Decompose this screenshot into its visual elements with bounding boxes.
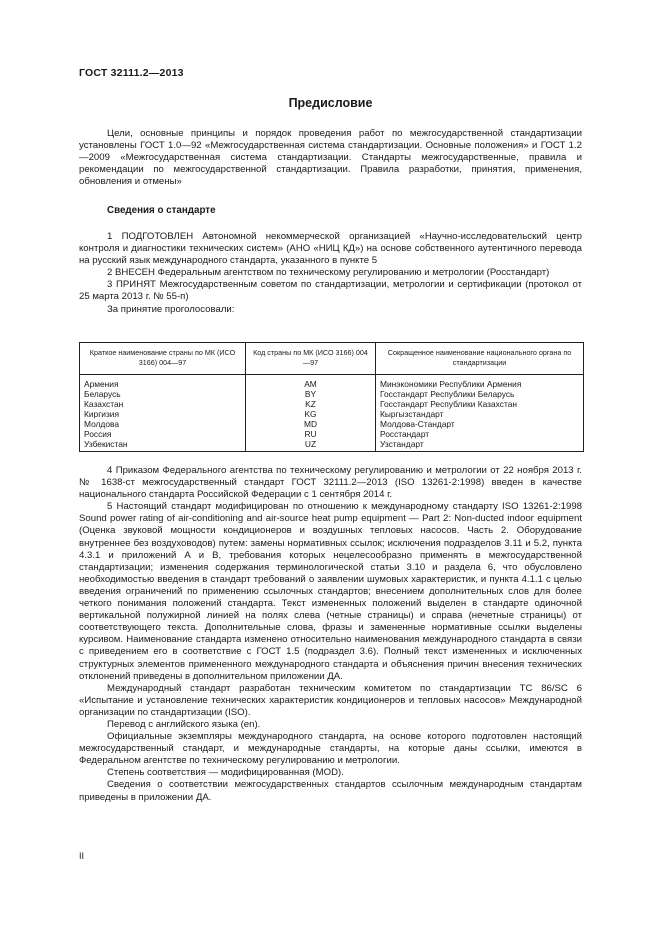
table-cell-country: Молдова: [80, 419, 246, 429]
table-cell-body: Минэкономики Республики Армения: [380, 379, 522, 389]
paragraph-3: 3 ПРИНЯТ Межгосударственным советом по стандартизации, метрологии и сертификации (протокол от 25 марта 2013 г. № 55-п): [79, 279, 582, 303]
page-number: II: [79, 851, 85, 861]
table-row: [80, 399, 584, 409]
table-cell-country: Россия: [80, 429, 246, 439]
paragraph-3b: За принятие проголосовали:: [107, 303, 235, 315]
paragraph-9: Степень соответствия — модифицированная (MOD).: [107, 767, 344, 779]
table-header-code: Код страны по МК (ИСО 3166) 004—97: [246, 343, 376, 375]
table-cell-body: Госстандарт Республики Беларусь: [380, 389, 515, 399]
table-cell-code: KG: [246, 409, 376, 419]
table-header-body: Сокращенное наименование национального органа по стандартизации: [387, 348, 572, 367]
paragraph-10: Сведения о соответствии межгосударственных стандартов ссылочным международным стандартам приведены в приложении ДА.: [79, 779, 582, 803]
table-cell-code: AM: [246, 375, 376, 390]
intro-block: [79, 128, 582, 188]
details-block: [79, 465, 582, 804]
table-cell-code: RU: [246, 429, 376, 439]
table-cell-code: MD: [246, 419, 376, 429]
table-cell-country: Беларусь: [80, 389, 246, 399]
table-cell-country: Армения: [80, 375, 246, 390]
table-row: [80, 419, 584, 429]
info-block: [79, 231, 582, 316]
page-title: Предисловие: [288, 96, 373, 110]
paragraph-4: 4 Приказом Федерального агентства по техническому регулированию и метрологии от 22 ноября 2013 г. № 1638-ст межгосударственный стандарт ГОСТ 32111.2—2013 (ISO 13261-2:1998) введен в качестве национального стандарта Российской Федерации с 1 сентября 2014 г.: [79, 465, 582, 501]
table-cell-code: BY: [246, 389, 376, 399]
table-cell-code: KZ: [246, 399, 376, 409]
table-row: [80, 409, 584, 419]
table-row: [80, 375, 584, 390]
table-cell-body: Госстандарт Республики Казахстан: [380, 399, 517, 409]
table-cell-body: Молдова-Стандарт: [380, 419, 455, 429]
table-cell-country: Узбекистан: [80, 439, 246, 452]
paragraph-2: 2 ВНЕСЕН Федеральным агентством по техническому регулированию и метрологии (Росстандарт): [107, 267, 550, 279]
paragraph-5: 5 Настоящий стандарт модифицирован по отношению к международному стандарту ISO 13261-2:1998 Sound power rating of air-conditioning and air-source heat pump equipment — Part 2: Non-ducted indoor equipment (Оценка звуковой мощности кондиционеров и воздушных тепловых насосов. Часть 2. Оборудование внутреннее без воздуховодов) путем: замены нормативных ссылок; исключения подразделов 3.11 и 5.2, пункта 4.3.1 и приложений А и В, требования которых нецелесообразно применять в межгосударственной стандартизации; изменения содержания терминологической статьи 3.10 и раздела 6, что обусловлено необходимостью введения в стандарт требований о заявлении шумовых характеристик, и пункта 4.1.1 с целью введения ограничений по применению ссылочных стандартов; внесением дополнительных слов для более четкого понимания положений стандарта. Текст измененных положений выделен в стандарте одиночной вертикальной полужирной линией на полях слева (четные страницы) и справа (нечетные страницы) от соответствующего текста. Дополнительные слова, фразы и замененные нормативные ссылки выделены курсивом. Наименование стандарта изменено относительно наименования международного стандарта в связи с приведением его в соответствие с ГОСТ 1.5 (подраздел 3.6). Полный текст измененных и исключенных структурных элементов примененного международного стандарта и объяснения причин внесения технических отклонений приведены в дополнительном приложении ДА.: [79, 501, 582, 682]
section-title: Сведения о стандарте: [107, 205, 216, 216]
paragraph-8: Официальные экземпляры международного стандарта, на основе которого подготовлен настоящий межгосударственный стандарт, и международные стандарты, на которые даны ссылки, имеются в Федеральном агентстве по техническому регулированию и метрологии.: [79, 731, 582, 767]
paragraph-6: Международный стандарт разработан техническим комитетом по стандартизации ТС 86/SC 6 «Испытание и установление технических характеристик кондиционеров и тепловых насосов» Международной организации по стандартизации (ISO).: [79, 682, 582, 718]
table-cell-body: Кыргызстандарт: [380, 409, 444, 419]
voting-table: [79, 342, 584, 452]
table-cell-country: Киргизия: [80, 409, 246, 419]
table-cell-code: UZ: [246, 439, 376, 452]
paragraph-1: 1 ПОДГОТОВЛЕН Автономной некоммерческой организацией «Научно-исследовательский центр контроля и диагностики технических систем» (АНО «НИЦ КД») на основе собственного аутентичного перевода на русский язык международного стандарта, указанного в пункте 5: [79, 231, 582, 267]
table-row: [80, 389, 584, 399]
paragraph-7: Перевод с английского языка (en).: [107, 718, 261, 730]
table-header-country: Краткое наименование страны по МК (ИСО 3166) 004—97: [80, 343, 246, 375]
table-cell-country: Казахстан: [80, 399, 246, 409]
document-header: ГОСТ 32111.2—2013: [79, 67, 184, 79]
table-row: [80, 429, 584, 439]
table-cell-body: Узстандарт: [380, 439, 424, 449]
table-row: [80, 439, 584, 452]
table-cell-body: Росстандарт: [380, 429, 430, 439]
intro-paragraph: Цели, основные принципы и порядок проведения работ по межгосударственной стандартизации установлены ГОСТ 1.0—92 «Межгосударственная система стандартизации. Основные положения» и ГОСТ 1.2—2009 «Межгосударственная система стандартизации. Стандарты межгосударственные, правила и рекомендации по межгосударственной стандартизации. Правила разработки, принятия, применения, обновления и отмены»: [79, 128, 582, 188]
